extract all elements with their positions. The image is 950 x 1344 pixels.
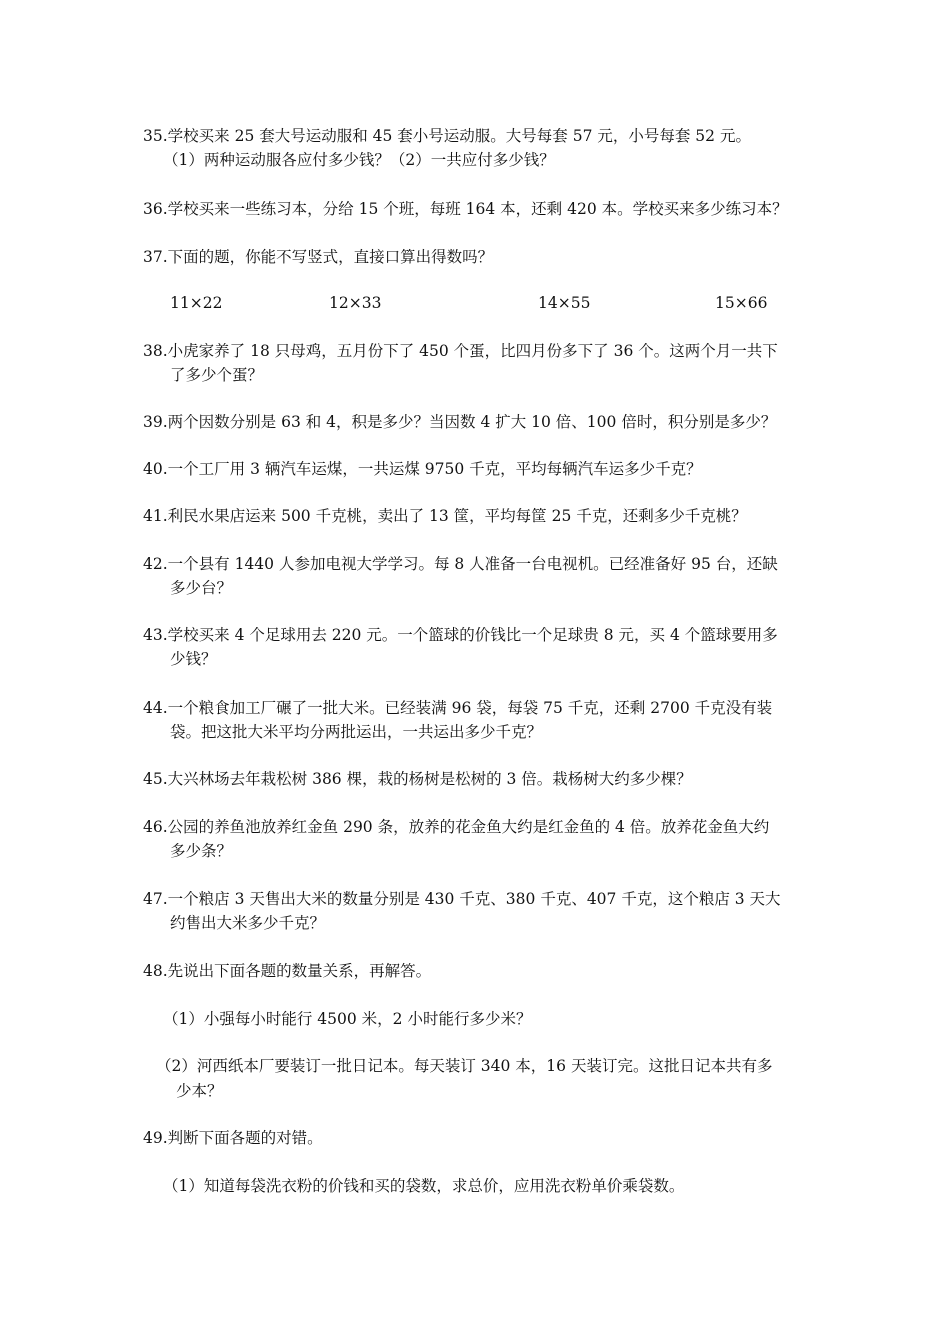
problem-43-line-2: 少钱？ [170, 650, 217, 668]
problem-47-line-2: 约售出大米多少千克？ [170, 914, 326, 932]
problem-37-line-1: 37.下面的题，你能不写竖式，直接口算出得数吗？ [143, 248, 494, 266]
problem-39-line-1: 39.两个因数分别是 63 和 4，积是多少？当因数 4 扩大 10 倍、100 倍时，积分别是多少？ [143, 413, 777, 431]
problem-36-line-1: 36.学校买来一些练习本，分给 15 个班，每班 164 本，还剩 420 本。学校买来多少练习本？ [143, 200, 788, 218]
problem-42-line-1: 42.一个县有 1440 人参加电视大学学习。每 8 人准备一台电视机。已经准备好 95 台，还缺 [143, 555, 778, 573]
problem-35-line-1: 35.学校买来 25 套大号运动服和 45 套小号运动服。大号每套 57 元，小号每套 52 元。 [143, 127, 751, 145]
problem-47-line-1: 47.一个粮店 3 天售出大米的数量分别是 430 千克、380 千克、407 千克，这个粮店 3 天大 [143, 890, 781, 908]
calc-item: 11×22 [170, 294, 223, 312]
problem-45-line-1: 45.大兴林场去年栽松树 386 棵，栽的杨树是松树的 3 倍。栽杨树大约多少棵？ [143, 770, 692, 788]
calc-item: 15×66 [715, 294, 768, 312]
problem-48-sub-1: （1）小强每小时能行 4500 米，2 小时能行多少米？ [163, 1010, 532, 1028]
problem-44-line-1: 44.一个粮食加工厂碾了一批大米。已经装满 96 袋，每袋 75 千克，还剩 2700 千克没有装 [143, 699, 773, 717]
problem-38-line-1: 38.小虎家养了 18 只母鸡，五月份下了 450 个蛋，比四月份多下了 36 个。这两个月一共下 [143, 342, 778, 360]
problem-44-line-2: 袋。把这批大米平均分两批运出，一共运出多少千克？ [170, 723, 543, 741]
problem-48-sub-2-line-1: （2）河西纸本厂要装订一批日记本。每天装订 340 本，16 天装订完。这批日记本共有多 [156, 1057, 773, 1075]
problem-43-line-1: 43.学校买来 4 个足球用去 220 元。一个篮球的价钱比一个足球贵 8 元，买 4 个篮球要用多 [143, 626, 778, 644]
problem-40-line-1: 40.一个工厂用 3 辆汽车运煤，一共运煤 9750 千克，平均每辆汽车运多少千克？ [143, 460, 702, 478]
problem-35-line-2: （1）两种运动服各应付多少钱？（2）一共应付多少钱？ [163, 151, 555, 169]
calc-item: 14×55 [538, 294, 591, 312]
calc-item: 12×33 [329, 294, 382, 312]
problem-46-line-1: 46.公园的养鱼池放养红金鱼 290 条，放养的花金鱼大约是红金鱼的 4 倍。放养花金鱼大约 [143, 818, 770, 836]
problem-48-line-1: 48.先说出下面各题的数量关系，再解答。 [143, 962, 432, 980]
problem-46-line-2: 多少条？ [170, 842, 233, 860]
problem-38-line-2: 了多少个蛋？ [170, 366, 264, 384]
problem-42-line-2: 多少台？ [170, 579, 233, 597]
problem-48-sub-2-line-2: 少本？ [176, 1082, 223, 1100]
problem-49-sub-1: （1）知道每袋洗衣粉的价钱和买的袋数，求总价，应用洗衣粉单价乘袋数。 [163, 1177, 685, 1195]
problem-49-line-1: 49.判断下面各题的对错。 [143, 1129, 323, 1147]
problem-41-line-1: 41.利民水果店运来 500 千克桃，卖出了 13 筐，平均每筐 25 千克，还剩多少千克桃？ [143, 507, 747, 525]
